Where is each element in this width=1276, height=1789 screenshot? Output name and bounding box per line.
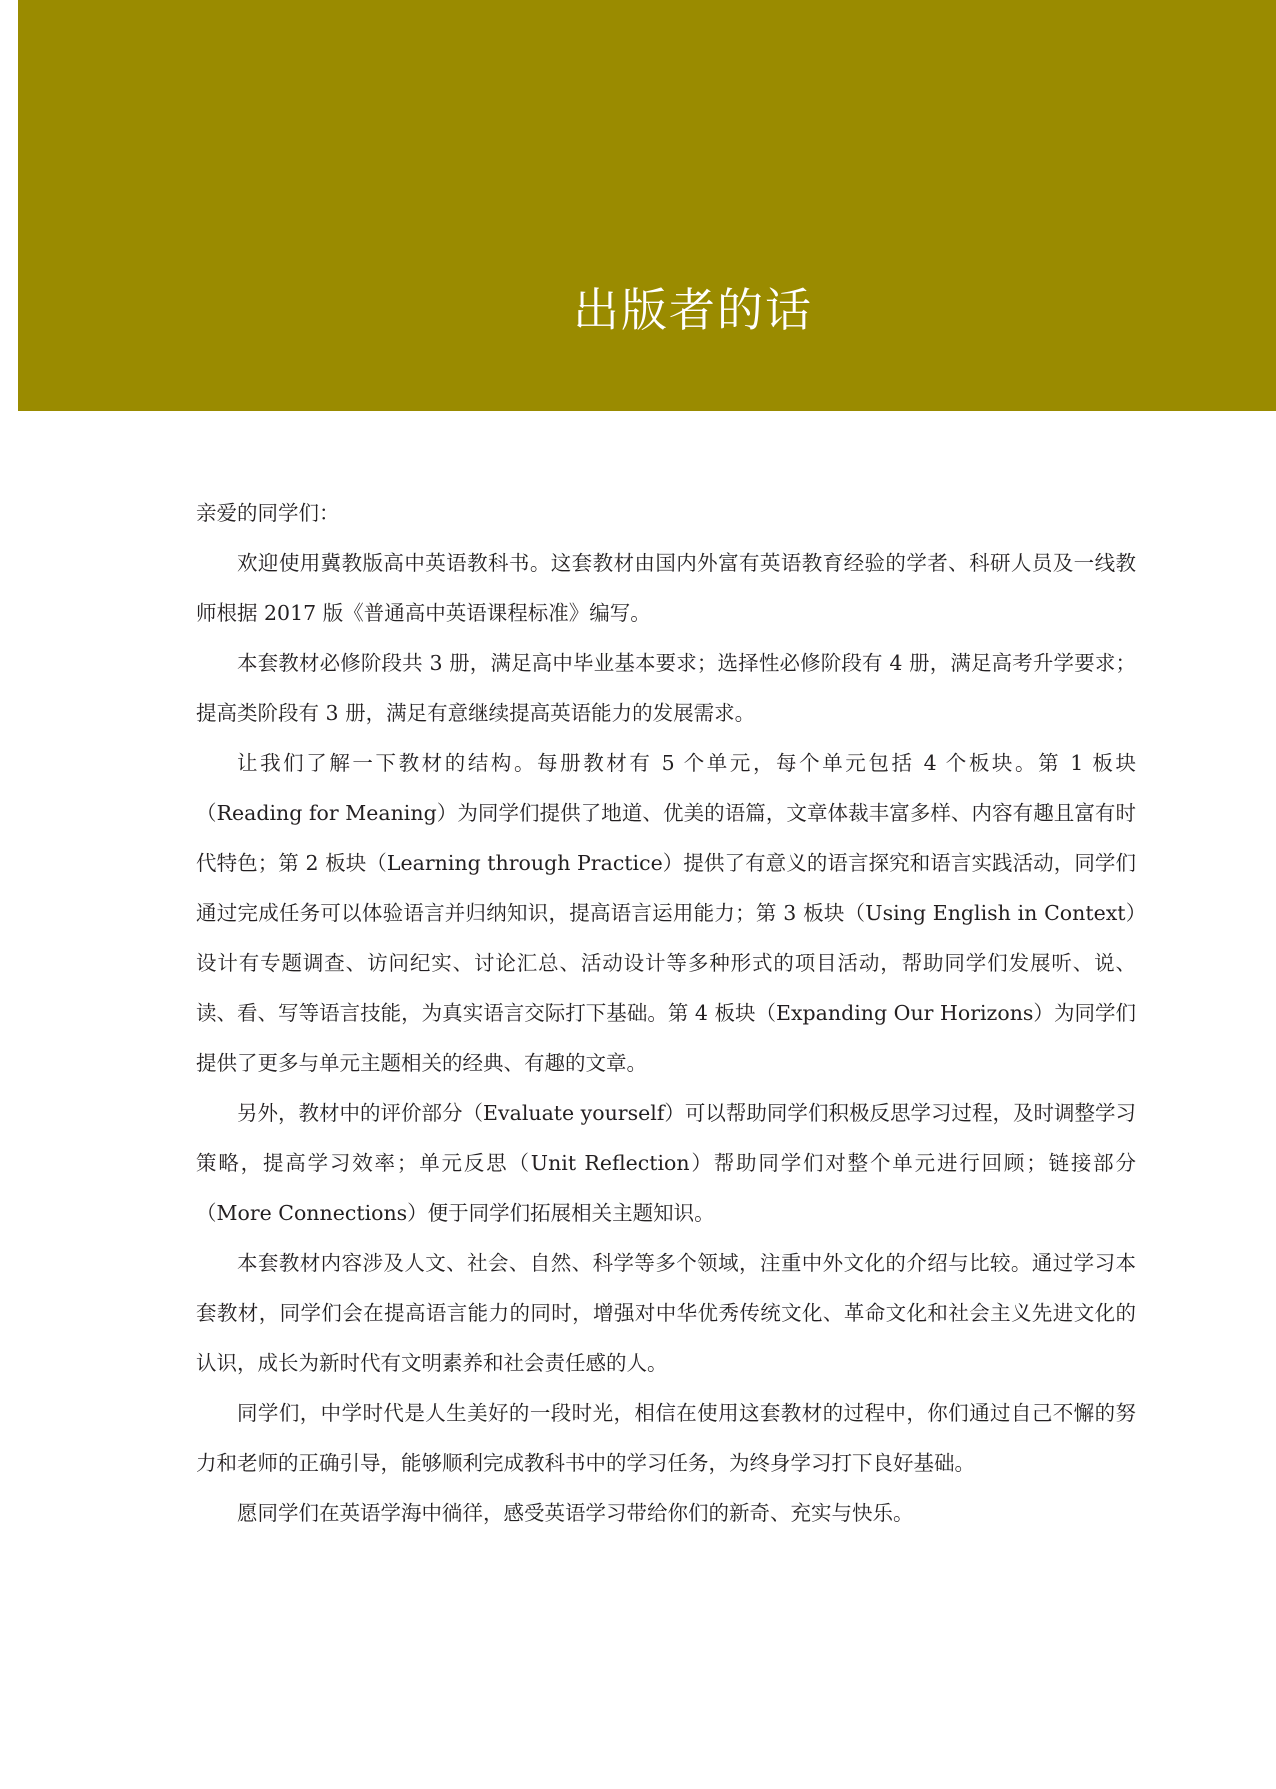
paragraph-encouragement: 同学们，中学时代是人生美好的一段时光，相信在使用这套教材的过程中，你们通过自己不懈的努力和老师的正确引导，能够顺利完成教科书中的学习任务，为终身学习打下良好基础。 — [196, 1401, 1136, 1475]
paragraph-welcome: 欢迎使用冀教版高中英语教科书。这套教材由国内外富有英语教育经验的学者、科研人员及一线教师根据 2017 版《普通高中英语课程标准》编写。 — [196, 551, 1136, 625]
paragraph-structure: 让我们了解一下教材的结构。每册教材有 5 个单元，每个单元包括 4 个板块。第 1 板块（Reading for Meaning）为同学们提供了地道、优美的语篇，文章体裁丰富多样、内容有趣且富有时代特色；第 2 板块（Learning through Practice）提供了有意义的语言探究和语言实践活动，同学们通过完成任务可以体验语言并归纳知识，提高语言运用能力；第 3 板块（Using English in Context）设计有专题调查、访问纪实、讨论汇总、活动设计等多种形式的项目活动，帮助同学们发展听、说、读、看、写等语言技能，为真实语言交际打下基础。第 4 板块（Expanding Our Horizons）为同学们提供了更多与单元主题相关的经典、有趣的文章。 — [196, 751, 1136, 1075]
paragraph-closing: 愿同学们在英语学海中徜徉，感受英语学习带给你们的新奇、充实与快乐。 — [237, 1501, 914, 1525]
paragraph-volumes: 本套教材必修阶段共 3 册，满足高中毕业基本要求；选择性必修阶段有 4 册，满足高考升学要求；提高类阶段有 3 册，满足有意继续提高英语能力的发展需求。 — [196, 651, 1136, 725]
paragraph-evaluation: 另外，教材中的评价部分（Evaluate yourself）可以帮助同学们积极反思学习过程，及时调整学习策略，提高学习效率；单元反思（Unit Reflection）帮助同学们对整个单元进行回顾；链接部分（More Connections）便于同学们拓展相关主题知识。 — [196, 1101, 1136, 1225]
salutation: 亲爱的同学们： — [196, 501, 340, 525]
letter-body — [196, 488, 1136, 1538]
header-band — [18, 0, 1276, 411]
paragraph-content: 本套教材内容涉及人文、社会、自然、科学等多个领域，注重中外文化的介绍与比较。通过学习本套教材，同学们会在提高语言能力的同时，增强对中华优秀传统文化、革命文化和社会主义先进文化的认识，成长为新时代有文明素养和社会责任感的人。 — [196, 1251, 1136, 1375]
page-title: 出版者的话 — [573, 283, 813, 337]
